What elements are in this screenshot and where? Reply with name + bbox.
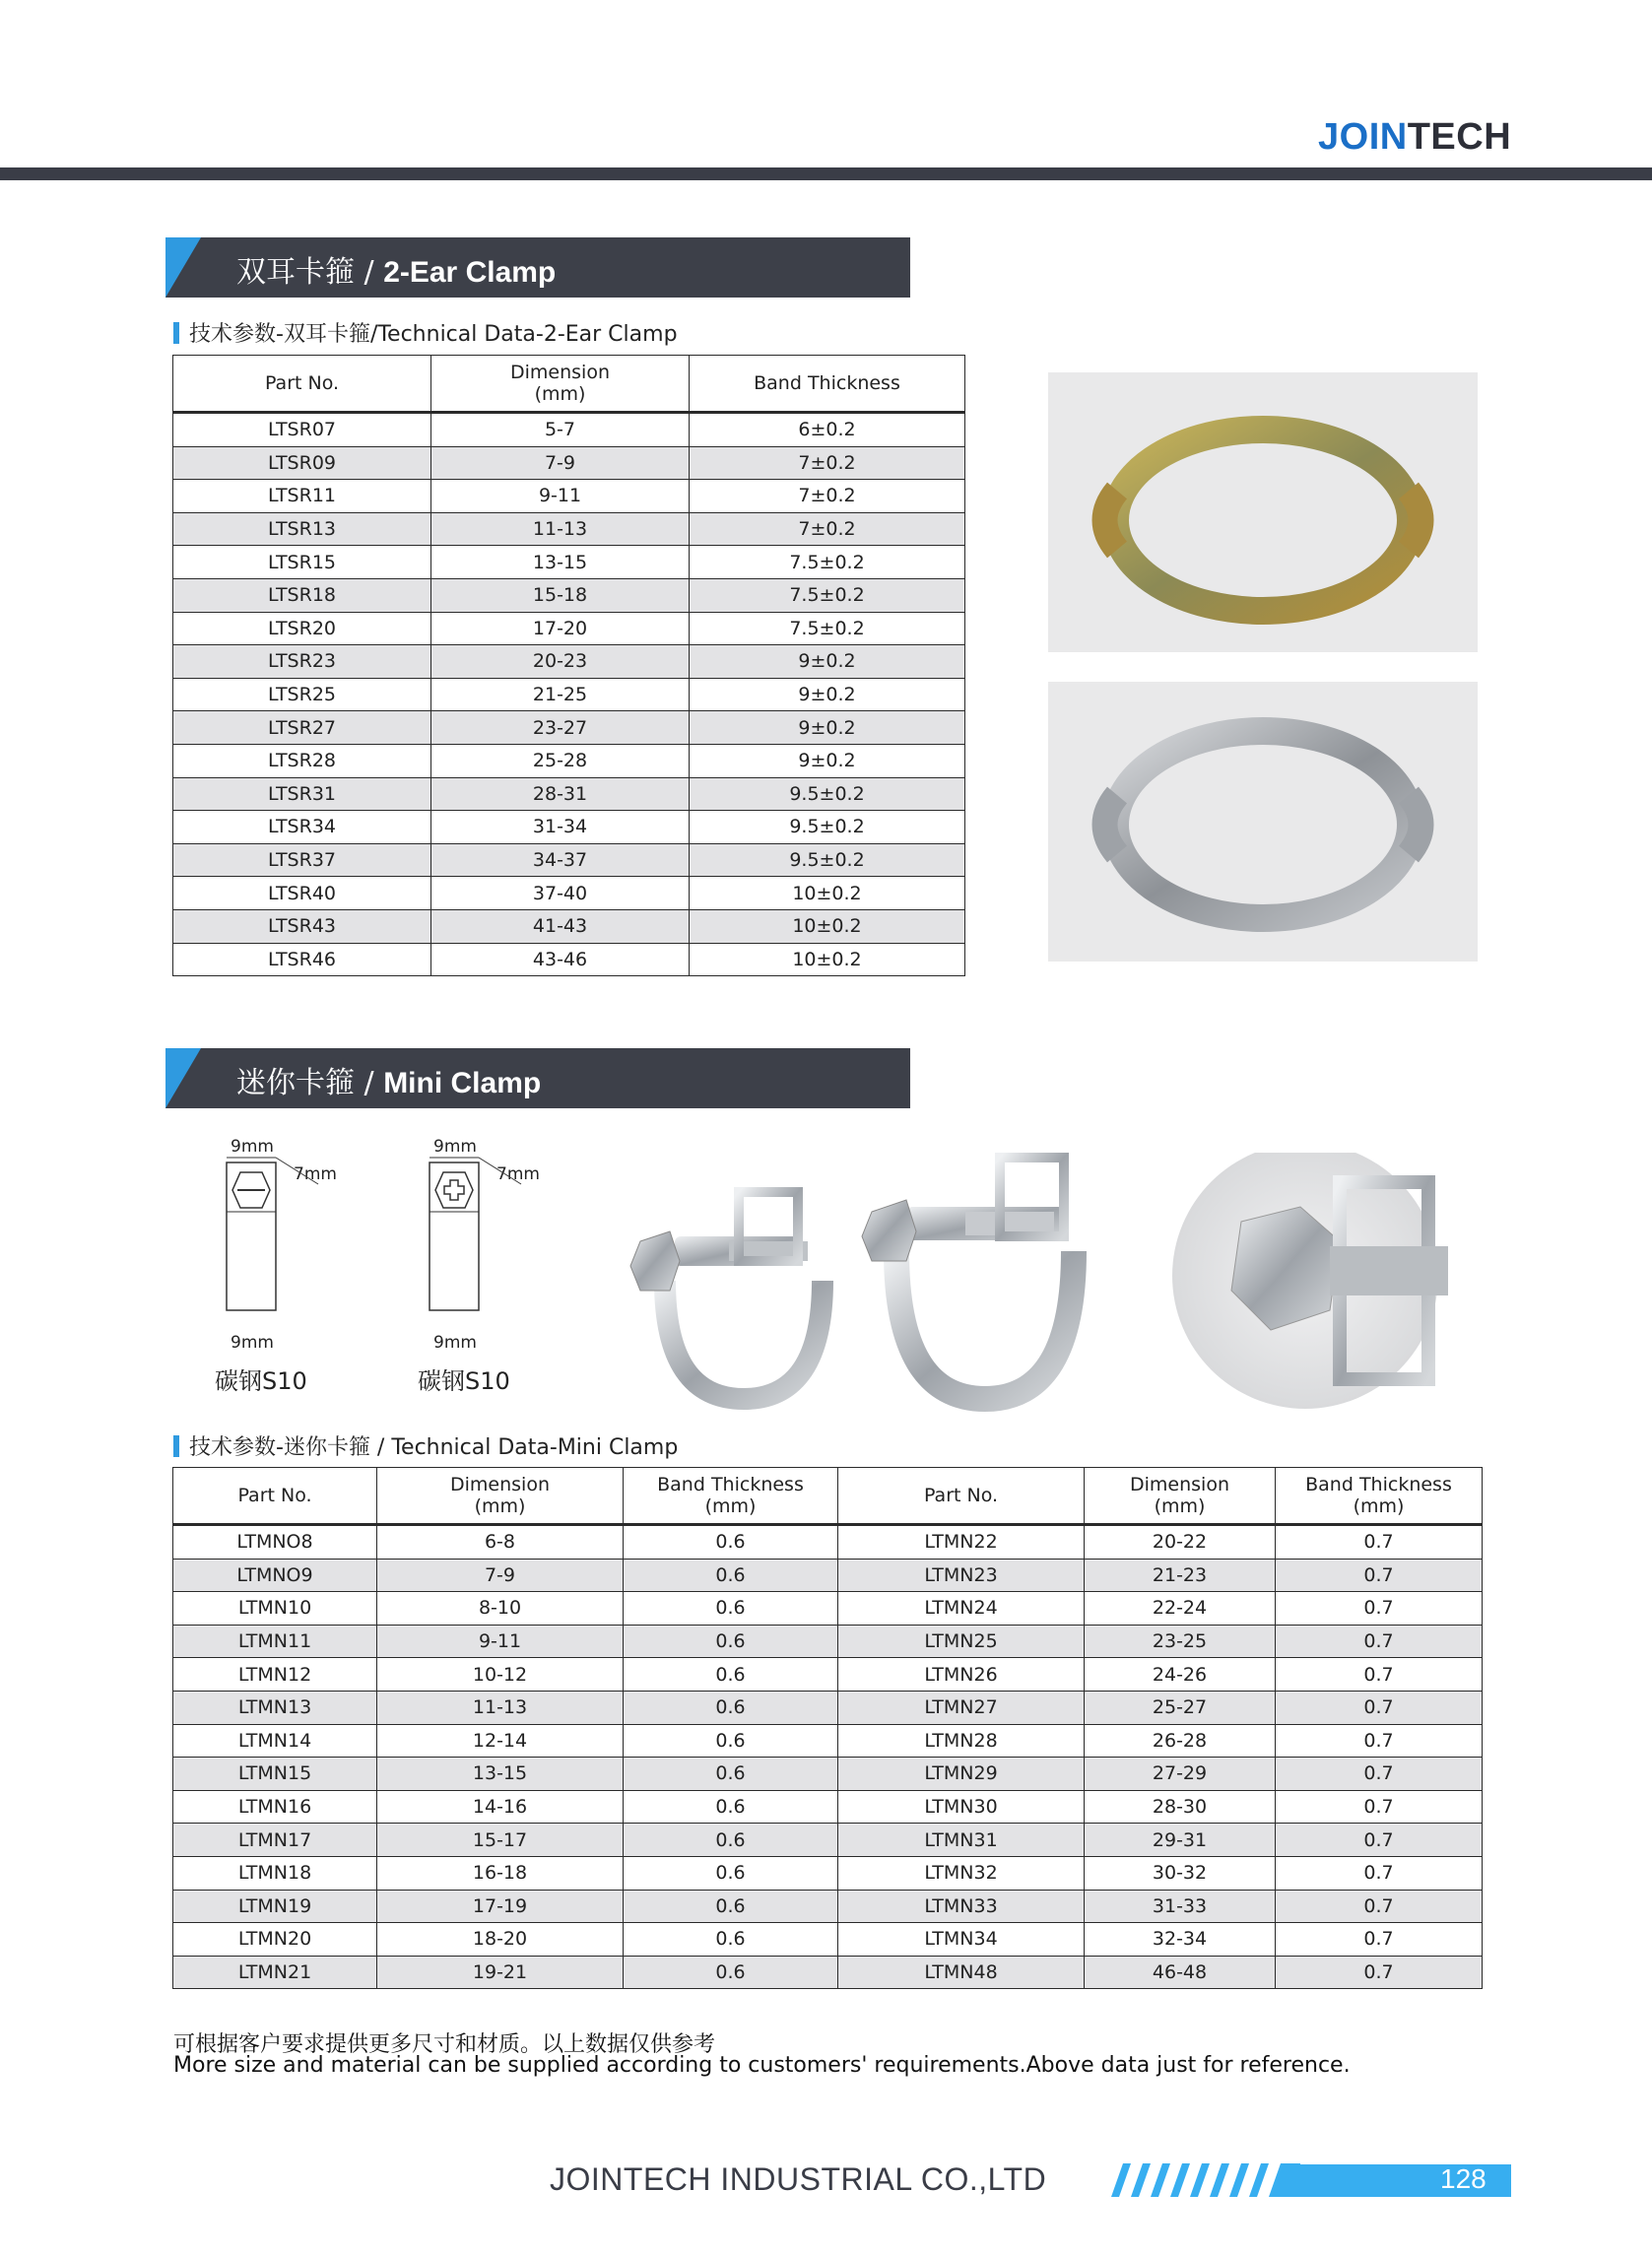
- table-cell: 0.7: [1276, 1724, 1483, 1758]
- table-cell: LTMN34: [838, 1923, 1085, 1957]
- table-row: [173, 645, 965, 679]
- table-cell: 10±0.2: [690, 909, 965, 943]
- table-cell: 24-26: [1085, 1658, 1276, 1692]
- page-number: 128: [1440, 2163, 1487, 2194]
- table-cell: LTMN24: [838, 1592, 1085, 1626]
- table-cell: 27-29: [1085, 1758, 1276, 1791]
- column-header: Band Thickness: [690, 356, 965, 413]
- table-cell: 11-13: [377, 1691, 624, 1724]
- table-cell: 41-43: [431, 909, 690, 943]
- brand-logo: [1318, 116, 1511, 159]
- diagram-material: 碳钢S10: [215, 1367, 307, 1395]
- table-cell: 43-46: [431, 943, 690, 976]
- table-cell: LTMN32: [838, 1856, 1085, 1890]
- table-cell: 7-9: [377, 1559, 624, 1592]
- note-cn: 可根据客户要求提供更多尺寸和材质。以上数据仅供参考: [173, 2032, 716, 2057]
- table-cell: 19-21: [377, 1956, 624, 1989]
- column-header-line1: Band Thickness: [1305, 1474, 1452, 1495]
- table-cell: 8-10: [377, 1592, 624, 1626]
- diagram-material: 碳钢S10: [418, 1367, 510, 1395]
- table-cell: LTMN16: [173, 1790, 377, 1824]
- table-cell: 9.5±0.2: [690, 777, 965, 811]
- mini-clamp-diagram-cross: [408, 1133, 585, 1399]
- table-cell: 0.6: [624, 1691, 838, 1724]
- diagram-side-dim: 7mm: [294, 1164, 337, 1184]
- table-cell: 20-23: [431, 645, 690, 679]
- table-cell: 0.6: [624, 1592, 838, 1626]
- table-cell: LTSR46: [173, 943, 431, 976]
- table-cell: 13-15: [377, 1758, 624, 1791]
- mini-clamp-closeup: [1172, 1153, 1448, 1409]
- table-row: [173, 446, 965, 480]
- table-cell: 0.7: [1276, 1856, 1483, 1890]
- table-cell: LTMN22: [838, 1525, 1085, 1560]
- column-header-line2: (mm): [704, 1495, 757, 1517]
- table-row: [173, 1559, 1483, 1592]
- table-row: [173, 413, 965, 447]
- table-cell: 0.7: [1276, 1525, 1483, 1560]
- table-cell: LTMN27: [838, 1691, 1085, 1724]
- table-row: [173, 711, 965, 745]
- table-cell: 23-27: [431, 711, 690, 745]
- table-cell: 0.6: [624, 1790, 838, 1824]
- table-cell: 0.7: [1276, 1691, 1483, 1724]
- table-row: [173, 1525, 1483, 1560]
- column-header: [1085, 1468, 1276, 1525]
- table-cell: LTMN33: [838, 1890, 1085, 1923]
- banner-accent: [165, 237, 201, 298]
- column-header: Part No.: [173, 1468, 377, 1525]
- table-cell: 0.7: [1276, 1592, 1483, 1626]
- table-cell: 31-34: [431, 811, 690, 844]
- diagram-bottom-dim: 9mm: [231, 1333, 274, 1353]
- table-row: [173, 1625, 1483, 1658]
- table-cell: LTSR34: [173, 811, 431, 844]
- data-table-mini: [172, 1467, 1483, 1989]
- table-cell: 0.7: [1276, 1790, 1483, 1824]
- table-cell: LTSR31: [173, 777, 431, 811]
- table-cell: 17-20: [431, 612, 690, 645]
- table-cell: LTSR43: [173, 909, 431, 943]
- mini-clamp-photo-2: [862, 1158, 1074, 1399]
- table-cell: LTSR27: [173, 711, 431, 745]
- table-cell: LTMN21: [173, 1956, 377, 1989]
- table-cell: 0.6: [624, 1724, 838, 1758]
- table-cell: 16-18: [377, 1856, 624, 1890]
- subtitle-marker: [173, 1435, 179, 1457]
- table-cell: LTMN11: [173, 1625, 377, 1658]
- footer-stripes: [1103, 2163, 1300, 2197]
- table-cell: 0.7: [1276, 1923, 1483, 1957]
- table-cell: 46-48: [1085, 1956, 1276, 1989]
- table-row: [173, 909, 965, 943]
- table-cell: LTMN29: [838, 1758, 1085, 1791]
- table-row: [173, 1923, 1483, 1957]
- table-row: [173, 1724, 1483, 1758]
- table-cell: 9.5±0.2: [690, 811, 965, 844]
- table-row: [173, 612, 965, 645]
- table-row: [173, 678, 965, 711]
- table-cell: 26-28: [1085, 1724, 1276, 1758]
- table-cell: LTSR18: [173, 578, 431, 612]
- table-cell: LTMNO9: [173, 1559, 377, 1592]
- table-cell: LTSR23: [173, 645, 431, 679]
- table-cell: 20-22: [1085, 1525, 1276, 1560]
- table-cell: 0.7: [1276, 1559, 1483, 1592]
- table-cell: 21-23: [1085, 1559, 1276, 1592]
- table-cell: 5-7: [431, 413, 690, 447]
- clamp-image: [1048, 372, 1478, 652]
- table-row: [173, 1790, 1483, 1824]
- table-row: [173, 480, 965, 513]
- table-row: [173, 546, 965, 579]
- subtitle-text: 技术参数-双耳卡箍/Technical Data-2-Ear Clamp: [189, 322, 678, 347]
- table-cell: 9-11: [431, 480, 690, 513]
- table-cell: 13-15: [431, 546, 690, 579]
- table-row: [173, 1890, 1483, 1923]
- table-cell: LTSR25: [173, 678, 431, 711]
- table-cell: 14-16: [377, 1790, 624, 1824]
- table-cell: 10-12: [377, 1658, 624, 1692]
- table-cell: 31-33: [1085, 1890, 1276, 1923]
- table-cell: 22-24: [1085, 1592, 1276, 1626]
- diagram-top-dim: 9mm: [231, 1137, 274, 1157]
- table-cell: 9±0.2: [690, 744, 965, 777]
- table-cell: 9-11: [377, 1625, 624, 1658]
- table-cell: LTMN10: [173, 1592, 377, 1626]
- header-bar: [0, 167, 1652, 180]
- table-cell: LTSR15: [173, 546, 431, 579]
- table-cell: 9±0.2: [690, 678, 965, 711]
- table-cell: 25-27: [1085, 1691, 1276, 1724]
- table-cell: 0.7: [1276, 1956, 1483, 1989]
- section-title-en: 2-Ear Clamp: [383, 256, 557, 289]
- table-cell: 10±0.2: [690, 943, 965, 976]
- section-title: [236, 247, 556, 291]
- table-cell: 0.6: [624, 1824, 838, 1857]
- table-row: [173, 578, 965, 612]
- table-cell: 9.5±0.2: [690, 843, 965, 877]
- table-cell: 23-25: [1085, 1625, 1276, 1658]
- table-cell: 7.5±0.2: [690, 612, 965, 645]
- table-row: [173, 1758, 1483, 1791]
- diagram-drawing: [205, 1133, 382, 1320]
- table-cell: 0.6: [624, 1658, 838, 1692]
- table-cell: 0.6: [624, 1559, 838, 1592]
- table-row: [173, 943, 965, 976]
- table-cell: 0.7: [1276, 1758, 1483, 1791]
- table-row: [173, 1691, 1483, 1724]
- section-title-en: Mini Clamp: [383, 1067, 542, 1099]
- diagram-side-dim: 7mm: [496, 1164, 540, 1184]
- table-header-row: [173, 1468, 1483, 1525]
- table-cell: LTSR11: [173, 480, 431, 513]
- mini-clamp-photo-1: [630, 1192, 823, 1399]
- table-cell: 7±0.2: [690, 480, 965, 513]
- table-cell: 18-20: [377, 1923, 624, 1957]
- table-cell: LTMN48: [838, 1956, 1085, 1989]
- column-header-line2: (mm): [474, 1495, 526, 1517]
- table-cell: 7±0.2: [690, 446, 965, 480]
- column-header-line1: Band Thickness: [657, 1474, 804, 1495]
- data-table-2ear: [172, 355, 965, 976]
- diagram-top-dim: 9mm: [433, 1137, 477, 1157]
- table-cell: LTMN15: [173, 1758, 377, 1791]
- brand-part1: JOIN: [1318, 116, 1408, 158]
- table-cell: 34-37: [431, 843, 690, 877]
- table-cell: LTMN13: [173, 1691, 377, 1724]
- table-cell: 0.7: [1276, 1890, 1483, 1923]
- table-cell: 6±0.2: [690, 413, 965, 447]
- diagram-drawing: [408, 1133, 585, 1320]
- table-cell: LTSR20: [173, 612, 431, 645]
- table-cell: 17-19: [377, 1890, 624, 1923]
- table-cell: 0.7: [1276, 1658, 1483, 1692]
- product-photo-2ear-silver: [1048, 682, 1478, 962]
- table-cell: 9±0.2: [690, 711, 965, 745]
- table-row: [173, 1856, 1483, 1890]
- table-cell: 29-31: [1085, 1824, 1276, 1857]
- table-cell: LTMN20: [173, 1923, 377, 1957]
- table-cell: 11-13: [431, 512, 690, 546]
- table-cell: LTMN19: [173, 1890, 377, 1923]
- table-cell: LTSR13: [173, 512, 431, 546]
- table-cell: 0.6: [624, 1625, 838, 1658]
- table-cell: 15-17: [377, 1824, 624, 1857]
- table-row: [173, 777, 965, 811]
- table-row: [173, 1956, 1483, 1989]
- table-cell: 0.6: [624, 1525, 838, 1560]
- table-cell: LTSR07: [173, 413, 431, 447]
- column-header-line1: Dimension: [1130, 1474, 1229, 1495]
- table-cell: 0.6: [624, 1956, 838, 1989]
- brand-part2: TECH: [1407, 116, 1512, 158]
- table-cell: LTSR40: [173, 877, 431, 910]
- table-row: [173, 811, 965, 844]
- subtitle-marker: [173, 322, 179, 344]
- column-header-line1: Dimension: [450, 1474, 550, 1495]
- table-cell: 0.6: [624, 1890, 838, 1923]
- table-cell: 0.7: [1276, 1625, 1483, 1658]
- note-en: More size and material can be supplied according to customers' requirements.Above data just for reference.: [173, 2053, 1351, 2078]
- table-cell: 9±0.2: [690, 645, 965, 679]
- table-cell: LTSR37: [173, 843, 431, 877]
- diagram-bottom-dim: 9mm: [433, 1333, 477, 1353]
- table-header-row: [173, 356, 965, 413]
- subtitle-text: 技术参数-迷你卡箍 / Technical Data-Mini Clamp: [189, 1435, 679, 1460]
- section-title-cn: 迷你卡箍 /: [236, 1066, 384, 1100]
- table-cell: 7.5±0.2: [690, 546, 965, 579]
- table-cell: LTMN17: [173, 1824, 377, 1857]
- table-row: [173, 744, 965, 777]
- banner-accent: [165, 1048, 201, 1108]
- column-header: [431, 356, 690, 413]
- table-cell: 7±0.2: [690, 512, 965, 546]
- mini-clamp-photos: [621, 1153, 1507, 1419]
- table-cell: 32-34: [1085, 1923, 1276, 1957]
- table-cell: LTMN28: [838, 1724, 1085, 1758]
- section-banner-mini: [165, 1048, 910, 1108]
- table-cell: 10±0.2: [690, 877, 965, 910]
- table-row: [173, 1658, 1483, 1692]
- table-cell: 0.7: [1276, 1824, 1483, 1857]
- section-banner-2ear: [165, 237, 910, 298]
- column-header-line2: (mm): [534, 383, 586, 405]
- table-cell: 12-14: [377, 1724, 624, 1758]
- table-cell: LTMN14: [173, 1724, 377, 1758]
- table-cell: 37-40: [431, 877, 690, 910]
- clamp-image: [1048, 682, 1478, 962]
- table-subtitle-2ear: [173, 317, 678, 348]
- column-header: Part No.: [838, 1468, 1085, 1525]
- column-header: [624, 1468, 838, 1525]
- table-cell: LTMN26: [838, 1658, 1085, 1692]
- table-subtitle-mini: [173, 1430, 678, 1461]
- column-header-line2: (mm): [1154, 1495, 1206, 1517]
- table-cell: LTMN23: [838, 1559, 1085, 1592]
- table-cell: LTMN25: [838, 1625, 1085, 1658]
- table-row: [173, 1824, 1483, 1857]
- table-cell: LTMNO8: [173, 1525, 377, 1560]
- table-cell: LTMN30: [838, 1790, 1085, 1824]
- product-photo-2ear-yellow: [1048, 372, 1478, 652]
- column-header: Part No.: [173, 356, 431, 413]
- footer-company-name: JOINTECH INDUSTRIAL CO.,LTD: [550, 2161, 1047, 2197]
- table-cell: 0.6: [624, 1758, 838, 1791]
- table-row: [173, 512, 965, 546]
- table-cell: LTSR28: [173, 744, 431, 777]
- table-row: [173, 877, 965, 910]
- table-cell: 25-28: [431, 744, 690, 777]
- table-cell: 30-32: [1085, 1856, 1276, 1890]
- column-header: [377, 1468, 624, 1525]
- table-row: [173, 1592, 1483, 1626]
- table-cell: LTMN31: [838, 1824, 1085, 1857]
- table-cell: 0.6: [624, 1923, 838, 1957]
- column-header-line2: (mm): [1353, 1495, 1405, 1517]
- table-cell: 15-18: [431, 578, 690, 612]
- table-cell: 7.5±0.2: [690, 578, 965, 612]
- column-header-line1: Dimension: [510, 362, 610, 383]
- table-cell: 28-30: [1085, 1790, 1276, 1824]
- table-cell: LTMN18: [173, 1856, 377, 1890]
- table-cell: 6-8: [377, 1525, 624, 1560]
- table-cell: 21-25: [431, 678, 690, 711]
- table-cell: 0.6: [624, 1856, 838, 1890]
- section-title-cn: 双耳卡箍 /: [236, 255, 384, 290]
- mini-clamp-diagram-slotted: [205, 1133, 382, 1399]
- column-header: [1276, 1468, 1483, 1525]
- table-cell: 7-9: [431, 446, 690, 480]
- table-cell: LTSR09: [173, 446, 431, 480]
- section-title: [236, 1058, 541, 1101]
- table-cell: LTMN12: [173, 1658, 377, 1692]
- table-cell: 28-31: [431, 777, 690, 811]
- table-row: [173, 843, 965, 877]
